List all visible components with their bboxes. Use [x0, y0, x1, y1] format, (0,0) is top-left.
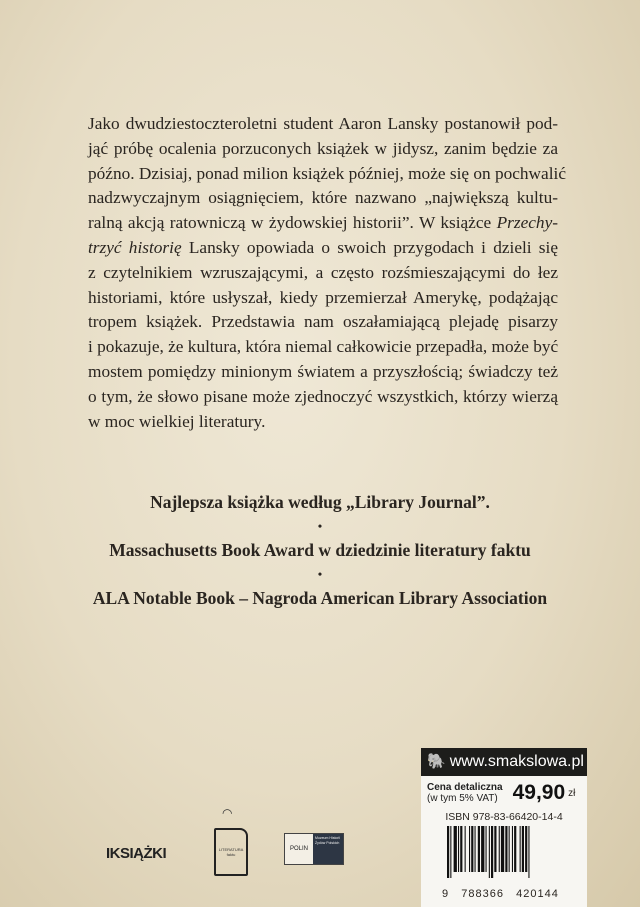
literatura-faktu-logo: [214, 828, 248, 876]
barcode-bar: [499, 826, 500, 872]
blurb-pre: Jako dwudziestoczteroletni student Aaron Lansky postanowił pod-: [88, 114, 558, 133]
blurb-pre: historiami, które usłyszał, kiedy przemierzał Amerykę, podążając: [88, 287, 558, 307]
blurb-line: [88, 162, 566, 187]
blurb-pre: jąć próbę ocalenia porzuconych książek w jidysz, zanim będzie za: [88, 138, 558, 158]
elephant-icon: 🐘: [427, 753, 446, 770]
barcode-bar: [509, 826, 510, 872]
currency: zł: [568, 787, 576, 799]
barcode-bar: [471, 826, 473, 872]
barcode-bar: [505, 826, 507, 872]
blurb-pre: z czytelnikiem wzruszającymi, a często rozśmieszającymi do łez: [88, 262, 558, 282]
bullet: •: [317, 567, 323, 581]
barcode-bar: [469, 826, 470, 872]
barcode-digits: 9 788366 420144: [442, 888, 559, 900]
barcode-bar: [481, 826, 484, 872]
blurb-line: [88, 261, 558, 286]
literatura-logo-text: LITERATURA faktu: [218, 847, 244, 857]
blurb-pre: późno. Dzisiaj, ponad milion książek później, może się on pochwalić: [88, 163, 566, 183]
price-label-text: Cena detaliczna: [427, 782, 503, 793]
price-value: 49,90: [512, 781, 566, 804]
barcode-bar: [514, 826, 516, 872]
blurb-pre: tropem książek. Przedstawia nam oszałamiającą plejadę pisarzy: [88, 312, 558, 332]
award-ala: ALA Notable Book – Nagroda American Library Association: [92, 588, 548, 608]
bullet: •: [317, 519, 323, 533]
blurb-line: [88, 211, 558, 236]
awards-list: [60, 490, 580, 610]
polin-logo-text: POLIN: [289, 846, 308, 852]
blurb-pre: i pokazuje, że kultura, która niemal całkowicie przepadła, może być: [88, 337, 559, 357]
blurb-pre: nadzwyczajnym osiągnięciem, które nazwano „największą kultu-: [88, 188, 558, 208]
blurb-line: [88, 410, 558, 435]
barcode-bar: [512, 826, 513, 872]
blurb-line: [88, 335, 558, 360]
barcode-bar: [525, 826, 527, 872]
vat-text: (w tym 5% VAT): [427, 793, 498, 804]
blurb-line: [88, 186, 558, 211]
barcode-bar: [478, 826, 480, 872]
barcode-bar: [450, 826, 451, 878]
polin-museum-text: Muzeum Historii Żydów Polskich: [313, 834, 343, 864]
blurb-text: [88, 112, 566, 434]
award-massachusetts: Massachusetts Book Award w dziedzinie literatury faktu: [109, 540, 531, 560]
blurb-line: [88, 310, 558, 335]
barcode-bar: [494, 826, 496, 872]
barcode-bar: [520, 826, 521, 872]
blurb-italic: trzyć historię: [88, 237, 182, 257]
blurb-pre: w moc wielkiej literatury.: [88, 411, 266, 431]
barcode-bar: [489, 826, 490, 878]
blurb-line: [88, 112, 558, 137]
barcode-bar: [465, 826, 466, 872]
website-text: www.smakslowa.pl: [449, 753, 584, 770]
publisher-website[interactable]: [421, 748, 587, 776]
barcode-bar: [475, 826, 476, 872]
blurb-line: [88, 360, 558, 385]
blurb-line: [88, 385, 558, 410]
blurb-pre: mostem pomiędzy minionym światem a przyszłością; świadczy też: [88, 361, 558, 381]
barcode-bar: [486, 826, 487, 872]
polin-logo: [284, 833, 344, 865]
small-mark-icon: ◠: [222, 806, 233, 820]
ksiazki-logo: IKSIĄŻKI: [106, 845, 167, 862]
blurb-italic: Przechy-: [496, 213, 558, 233]
barcode: [447, 826, 565, 878]
barcode-bar: [528, 826, 529, 878]
price-label: [421, 748, 587, 907]
barcode-bar: [458, 826, 459, 872]
blurb-pre: o tym, że słowo pisane może zjednoczyć wszystkich, którzy wierzą: [88, 386, 558, 406]
blurb-line: [88, 236, 558, 261]
award-library-journal: Najlepsza książka według „Library Journal”.: [150, 492, 490, 512]
barcode-bar: [454, 826, 457, 872]
barcode-bar: [447, 826, 449, 878]
blurb-post: Lansky opowiada o swoich przygodach i dzieli się: [181, 237, 559, 257]
blurb-line: [88, 286, 558, 311]
barcode-bar: [460, 826, 462, 872]
blurb-line: [88, 137, 558, 162]
blurb-pre: ralną akcją ratowniczą w żydowskiej historii”. W książce: [88, 213, 497, 233]
barcode-bar: [491, 826, 493, 878]
isbn-text: ISBN 978-83-66420-14-4: [445, 811, 563, 823]
barcode-bar: [501, 826, 504, 872]
barcode-bar: [522, 826, 524, 872]
